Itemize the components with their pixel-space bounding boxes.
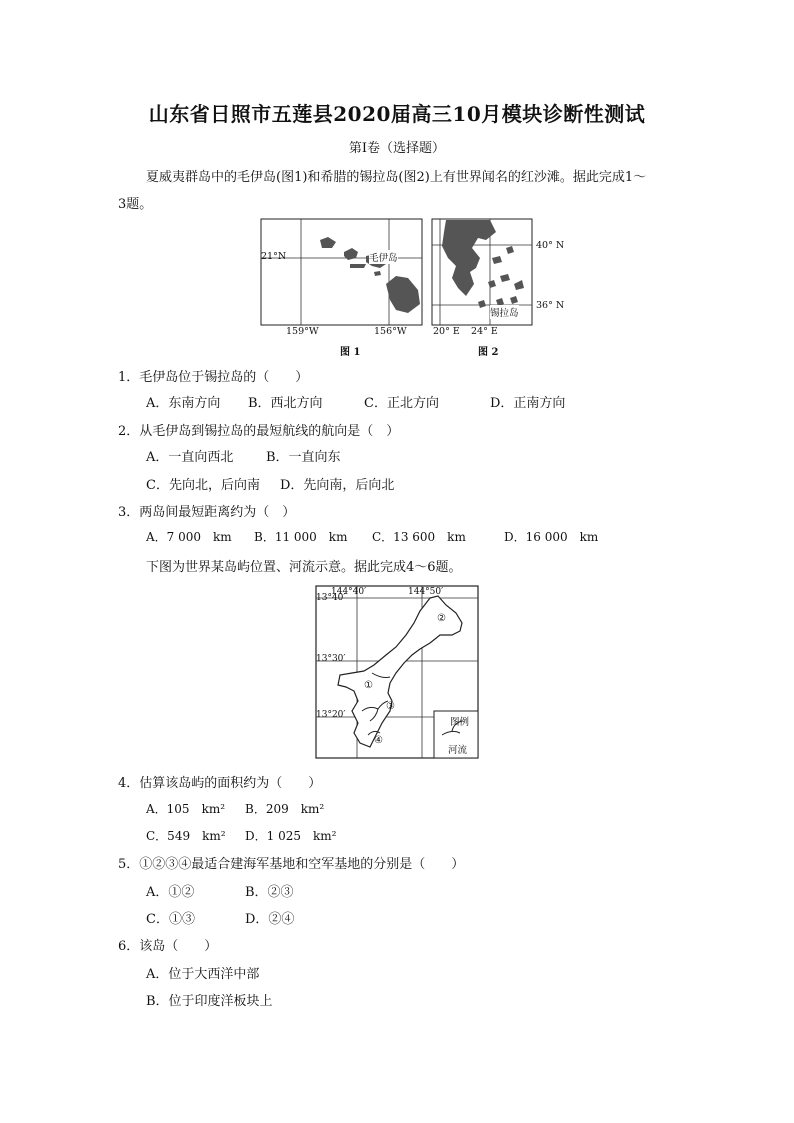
- question-5-option-d: D．②④: [245, 912, 295, 927]
- figure-1-map: [258, 218, 426, 340]
- question-5-option-b: B．②③: [245, 885, 294, 900]
- question-4-option-a: A．105 km²: [146, 802, 226, 816]
- fig2-caption: 图 2: [478, 347, 499, 358]
- page-title: 山东省日照市五莲县2020届高三10月模块诊断性测试: [148, 102, 646, 126]
- question-2-option-b: B．一直向东: [266, 450, 341, 465]
- question-3-option-c: C．13 600 km: [372, 530, 466, 544]
- question-3-option-b: B．11 000 km: [254, 530, 348, 544]
- question-4-option-c: C．549 km²: [146, 829, 226, 843]
- question-3-stem: 3．两岛间最短距离约为（ ）: [118, 505, 296, 520]
- question-3-option-a: A．7 000 km: [146, 530, 232, 544]
- question-2-stem: 2．从毛伊岛到锡拉岛的最短航线的航向是（ ）: [118, 424, 400, 439]
- fig3-lon-1: 144°40′: [331, 587, 367, 597]
- fig3-lat-3: 13°20′: [316, 710, 346, 720]
- question-2-option-c: C．先向北，后向南: [146, 478, 260, 493]
- fig1-lon-left: 159°W: [286, 326, 319, 337]
- fig3-lat-2: 13°30′: [316, 654, 346, 664]
- fig2-island-label: 锡拉岛: [490, 305, 519, 319]
- fig3-marker-4: ④: [374, 735, 383, 746]
- fig3-legend-item: 河流: [448, 745, 468, 756]
- question-2-option-a: A．一直向西北: [146, 450, 234, 465]
- question-4-option-b: B．209 km²: [245, 802, 325, 816]
- fig3-marker-2: ②: [437, 613, 446, 624]
- fig1-lon-right: 156°W: [374, 326, 407, 337]
- fig1-lat-label: 21°N: [261, 251, 287, 262]
- question-5-option-a: A．①②: [146, 885, 195, 900]
- question-1-option-c: C．正北方向: [364, 396, 439, 411]
- question-6-option-b: B．位于印度洋板块上: [146, 994, 273, 1009]
- fig3-marker-1: ①: [364, 680, 373, 691]
- question-2-option-d: D．先向南，后向北: [280, 478, 395, 493]
- question-5-stem: 5．①②③④最适合建海军基地和空军基地的分别是（ ）: [118, 857, 465, 872]
- question-6-option-a: A．位于大西洋中部: [146, 967, 260, 982]
- fig3-lat-1: 13°40′: [316, 593, 346, 603]
- section-heading: 第Ⅰ卷（选择题）: [348, 141, 446, 156]
- fig2-lon-left: 20° E: [433, 326, 460, 337]
- question-4-stem: 4．估算该岛屿的面积约为（ ）: [118, 776, 322, 791]
- intro-paragraph-1-line-1: 夏威夷群岛中的毛伊岛(图1)和希腊的锡拉岛(图2)上有世界闻名的红沙滩。据此完成1～: [146, 170, 647, 185]
- question-5-option-c: C．①③: [146, 912, 195, 927]
- question-1-option-b: B．西北方向: [248, 396, 323, 411]
- fig1-caption: 图 1: [340, 347, 361, 358]
- island-shape: [350, 264, 366, 268]
- fig3-marker-3: ③: [386, 701, 395, 712]
- question-1-stem: 1．毛伊岛位于锡拉岛的（ ）: [118, 370, 309, 385]
- question-1-option-d: D．正南方向: [490, 396, 566, 411]
- fig2-lon-right: 24° E: [471, 326, 498, 337]
- intro-paragraph-2: 下图为世界某岛屿位置、河流示意。据此完成4～6题。: [146, 560, 462, 575]
- intro-paragraph-1-line-2: 3题。: [118, 197, 153, 212]
- fig2-lat-top: 40° N: [536, 240, 565, 251]
- fig2-lat-bottom: 36° N: [536, 300, 565, 311]
- fig3-lon-2: 144°50′: [408, 587, 444, 597]
- question-1-option-a: A．东南方向: [146, 396, 221, 411]
- question-6-stem: 6．该岛（ ）: [118, 939, 218, 954]
- question-4-option-d: D．1 025 km²: [245, 829, 337, 843]
- fig3-legend-title: 图例: [450, 717, 470, 728]
- fig1-island-label: 毛伊岛: [369, 250, 398, 264]
- figure-3-map: [312, 583, 482, 761]
- question-3-option-d: D．16 000 km: [504, 530, 599, 544]
